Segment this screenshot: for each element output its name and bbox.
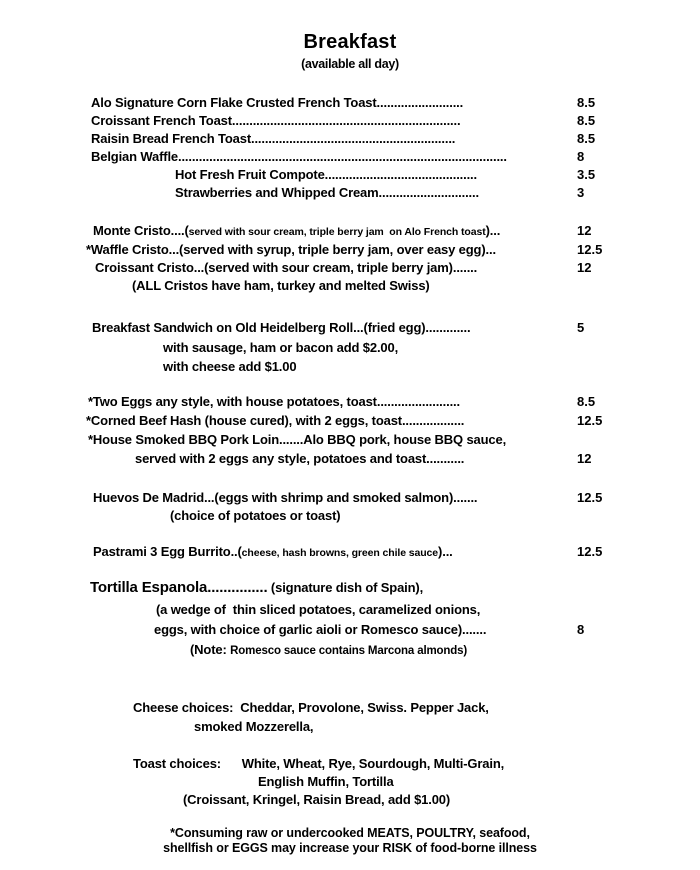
item-text: *House Smoked BBQ Pork Loin.......Alo BBQ pork, house BBQ sauce, bbox=[88, 431, 507, 447]
item-price: 12.5 bbox=[577, 412, 603, 428]
item-text: served with 2 eggs any style, potatoes and toast........... bbox=[135, 450, 465, 466]
menu-item-row bbox=[85, 259, 660, 277]
menu-note-row bbox=[85, 698, 660, 717]
item-text: Huevos De Madrid...(eggs with shrimp and smoked salmon)....... bbox=[93, 489, 478, 505]
item-price: 12.5 bbox=[577, 242, 603, 257]
item-text: Tortilla Espanola............... (signature dish of Spain), bbox=[90, 578, 424, 596]
item-text: Croissant French Toast.................................................................. bbox=[91, 113, 461, 128]
item-text: English Muffin, Tortilla bbox=[258, 773, 394, 789]
section-tortilla-espanola bbox=[85, 576, 660, 661]
item-price: 5 bbox=[577, 320, 585, 335]
item-price: 12 bbox=[577, 223, 592, 238]
item-text: (Note: Romesco sauce contains Marcona almonds) bbox=[190, 641, 468, 657]
menu-item-row bbox=[85, 241, 660, 259]
menu-item-row bbox=[85, 130, 660, 148]
section-huevos-de-madrid bbox=[85, 489, 660, 525]
page-title: Breakfast bbox=[303, 31, 397, 53]
item-text: with cheese add $1.00 bbox=[163, 359, 297, 374]
menu-item-row bbox=[85, 318, 660, 338]
menu-item-row bbox=[85, 166, 660, 184]
item-text: Monte Cristo....(served with sour cream, triple berry jam on Alo French toast)... bbox=[93, 223, 501, 238]
menu-item-row bbox=[85, 411, 660, 430]
item-text: Alo Signature Corn Flake Crusted French Toast......................... bbox=[91, 95, 464, 110]
menu-note-row bbox=[85, 773, 660, 791]
menu-note-row bbox=[85, 755, 660, 773]
menu-item-row bbox=[85, 576, 660, 600]
item-text: *Waffle Cristo...(served with syrup, triple berry jam, over easy egg)... bbox=[86, 242, 496, 257]
menu-item-row bbox=[85, 148, 660, 166]
section-toast-choices bbox=[85, 755, 660, 809]
item-text: (ALL Cristos have ham, turkey and melted Swiss) bbox=[132, 278, 430, 293]
item-text: Toast choices: White, Wheat, Rye, Sourdough, Multi-Grain, bbox=[133, 755, 505, 771]
menu-item-row bbox=[85, 222, 660, 241]
item-text: (Croissant, Kringel, Raisin Bread, add $1.00) bbox=[183, 791, 451, 807]
menu-note-row bbox=[85, 791, 660, 809]
item-price: 12.5 bbox=[577, 489, 603, 505]
menu-note-row bbox=[85, 640, 660, 661]
item-text: Belgian Waffle............................................................................................... bbox=[91, 149, 507, 164]
item-text: Pastrami 3 Egg Burrito..(cheese, hash browns, green chile sauce)... bbox=[93, 543, 453, 559]
menu-item-row bbox=[85, 543, 660, 562]
item-text: smoked Mozzerella, bbox=[194, 718, 314, 734]
item-price: 8.5 bbox=[577, 393, 596, 409]
item-text: Hot Fresh Fruit Compote............................................ bbox=[175, 167, 477, 182]
item-price: 12 bbox=[577, 450, 592, 466]
section-breakfast-sandwich bbox=[85, 318, 660, 377]
menu-note-row bbox=[85, 357, 660, 377]
item-text: *Two Eggs any style, with house potatoes, toast........................ bbox=[88, 393, 460, 409]
menu-note-row bbox=[85, 600, 660, 620]
page-subtitle: (available all day) bbox=[301, 57, 399, 71]
menu-item-row bbox=[85, 430, 660, 449]
item-text: Croissant Cristo...(served with sour cream, triple berry jam)....... bbox=[95, 260, 478, 275]
menu-note-row bbox=[85, 717, 660, 736]
menu-item-row bbox=[85, 620, 660, 640]
item-text: Cheese choices: Cheddar, Provolone, Swiss. Pepper Jack, bbox=[133, 699, 489, 715]
item-text: with sausage, ham or bacon add $2.00, bbox=[163, 339, 399, 355]
item-price: 3.5 bbox=[577, 167, 596, 182]
item-price: 12.5 bbox=[577, 543, 603, 559]
item-price: 8.5 bbox=[577, 113, 596, 128]
section-eggs bbox=[85, 392, 660, 468]
item-text: (a wedge of thin sliced potatoes, caramelized onions, bbox=[156, 601, 481, 617]
section-cheese-choices bbox=[85, 698, 660, 736]
item-price: 3 bbox=[577, 185, 585, 200]
menu-note-row bbox=[85, 507, 660, 525]
disclaimer-line: *Consuming raw or undercooked MEATS, POULTRY, seafood, bbox=[170, 825, 530, 840]
section-cristos bbox=[85, 222, 660, 295]
menu-item-row bbox=[85, 489, 660, 507]
item-text: Raisin Bread French Toast........................................................... bbox=[91, 131, 456, 146]
item-price: 8.5 bbox=[577, 131, 596, 146]
item-text: *Corned Beef Hash (house cured), with 2 eggs, toast.................. bbox=[86, 412, 465, 428]
item-text: (choice of potatoes or toast) bbox=[170, 507, 341, 523]
section-disclaimer bbox=[0, 826, 700, 857]
item-price: 8 bbox=[577, 149, 585, 164]
menu-note-row bbox=[85, 277, 660, 295]
menu-item-row bbox=[85, 112, 660, 130]
item-price: 8.5 bbox=[577, 95, 596, 110]
menu-item-row bbox=[85, 184, 660, 202]
menu-note-row bbox=[85, 338, 660, 358]
item-price: 12 bbox=[577, 260, 592, 275]
item-price: 8 bbox=[577, 621, 585, 637]
menu-item-row bbox=[85, 94, 660, 112]
menu-body bbox=[0, 94, 700, 809]
disclaimer-line: shellfish or EGGS may increase your RISK of food-borne illness bbox=[163, 841, 537, 855]
section-pastrami-burrito bbox=[85, 543, 660, 562]
item-text: Strawberries and Whipped Cream............................. bbox=[175, 185, 479, 200]
item-text: eggs, with choice of garlic aioli or Romesco sauce)....... bbox=[154, 621, 487, 637]
menu-item-row bbox=[85, 392, 660, 411]
menu-item-row bbox=[85, 449, 660, 468]
item-text: Breakfast Sandwich on Old Heidelberg Roll...(fried egg)............. bbox=[92, 320, 471, 335]
section-french-toast bbox=[85, 94, 660, 202]
